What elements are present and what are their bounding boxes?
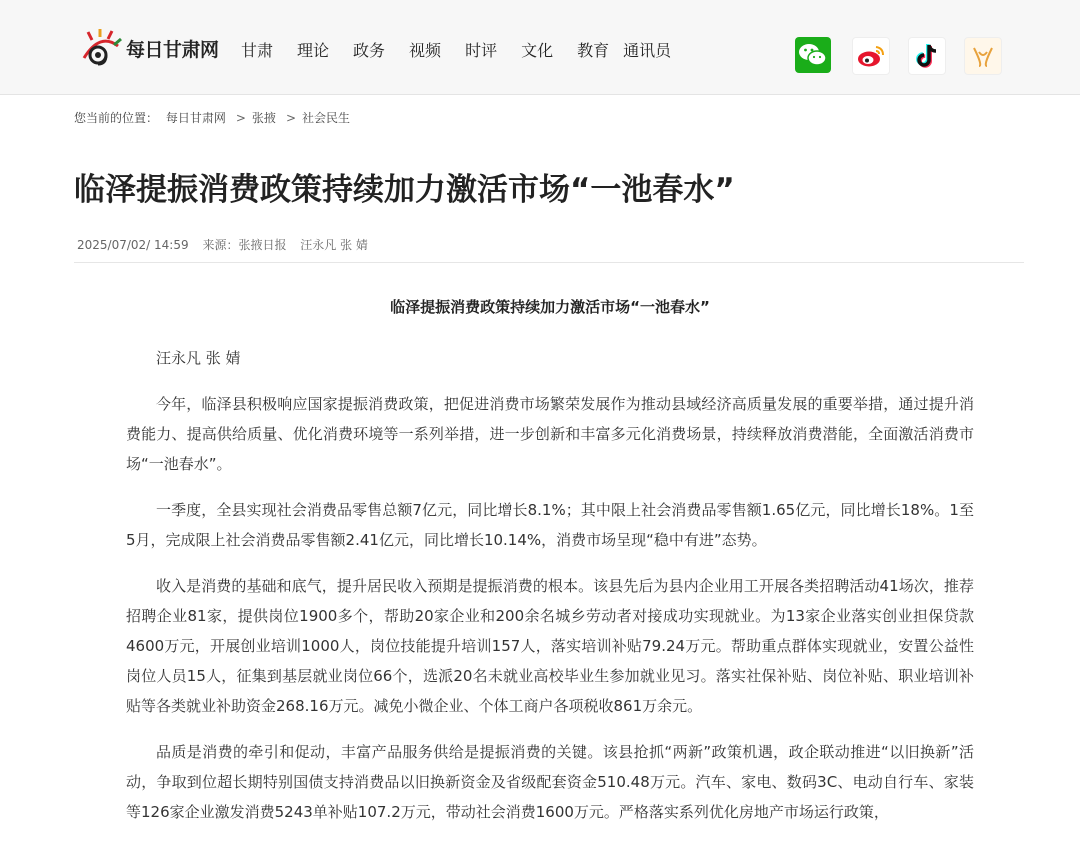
article-source: 来源：张掖日报 [202,238,287,252]
article-subtitle: 临泽提振消费政策持续加力激活市场“一池春水” [390,298,710,316]
nav-item-education[interactable]: 教育 [577,41,610,60]
nav-item-gansu[interactable]: 甘肃 [241,41,274,60]
nav-item-video[interactable]: 视频 [409,41,442,60]
breadcrumb-item-home[interactable]: 每日甘肃网 [165,111,226,125]
article-paragraph: 收入是消费的基础和底气，提升居民收入预期是提振消费的根本。该县先后为县内企业用工开展各类招聘活动41场次，推荐招聘企业81家，提供岗位1900多个，帮助20家企业和200余名城乡劳动者对接成功实现就业。为13家企业落实创业担保贷款4600万元，开展创业培训1000人，岗位技能提升培训157人，落实培训补贴79.24万元。帮助重点群体实现就业，安置公益性岗位人员15人，征集到基层就业岗位66个，选派20名未就业高校毕业生参加就业见习。落实社保补贴、岗位补贴、职业培训补贴等各类就业补助资金268.16万元。减免小微企业、个体工商户各项税收861万余元。 [126,577,974,715]
logo-text: 每日甘肃网 [126,38,219,61]
article-paragraph: 一季度，全县实现社会消费品零售总额7亿元，同比增长8.1%；其中限上社会消费品零售额1.65亿元，同比增长18%。1至5月，完成限上社会消费品零售额2.41亿元，同比增长10.14%，消费市场呈现“稳中有进”态势。 [126,501,974,549]
breadcrumb [74,109,354,126]
weibo-icon[interactable] [852,37,890,75]
breadcrumb-label: 您当前的位置： [74,111,159,125]
logo-sun-icon [78,28,124,68]
nav-item-government[interactable]: 政务 [353,41,386,60]
site-logo[interactable] [78,26,219,70]
breadcrumb-item-zhangye[interactable]: 张掖 [251,111,276,125]
article-meta [77,236,378,253]
breadcrumb-separator: > [235,111,246,125]
breadcrumb-item-society[interactable]: 社会民生 [302,111,351,125]
nav-item-commentary[interactable]: 时评 [465,41,498,60]
article-paragraph: 品质是消费的牵引和促动，丰富产品服务供给是提振消费的关键。该县抢抓“两新”政策机遇，政企联动推进“以旧换新”活动，争取到位超长期特别国债支持消费品以旧换新资金及省级配套资金510.48万元。汽车、家电、数码3C、电动自行车、家装等126家企业激发消费5243单补贴107.2万元，带动社会消费1600万元。严格落实系列优化房地产市场运行政策， [126,743,974,821]
nav-item-theory[interactable]: 理论 [297,41,330,60]
toutiao-icon[interactable] [964,37,1002,75]
wechat-icon[interactable] [795,37,831,73]
tiktok-icon[interactable] [908,37,946,75]
header-divider [74,262,1024,263]
article-authors: 汪永凡 张 婧 [300,238,368,252]
main-nav [241,40,695,62]
site-header [0,0,1080,95]
nav-item-culture[interactable]: 文化 [521,41,554,60]
article-byline: 汪永凡 张 婧 [156,349,241,367]
article-paragraph: 今年，临泽县积极响应国家提振消费政策，把促进消费市场繁荣发展作为推动县域经济高质量发展的重要举措，通过提升消费能力、提高供给质量、优化消费环境等一系列举措，进一步创新和丰富多元化消费场景，持续释放消费潜能，全面激活消费市场“一池春水”。 [126,395,974,473]
article-body [126,296,974,843]
article-title: 临泽提振消费政策持续加力激活市场“一池春水” [74,172,735,208]
nav-item-correspondent[interactable]: 通讯员 [623,41,672,60]
breadcrumb-separator: > [285,111,296,125]
article-date: 2025/07/02/ 14:59 [77,238,189,252]
